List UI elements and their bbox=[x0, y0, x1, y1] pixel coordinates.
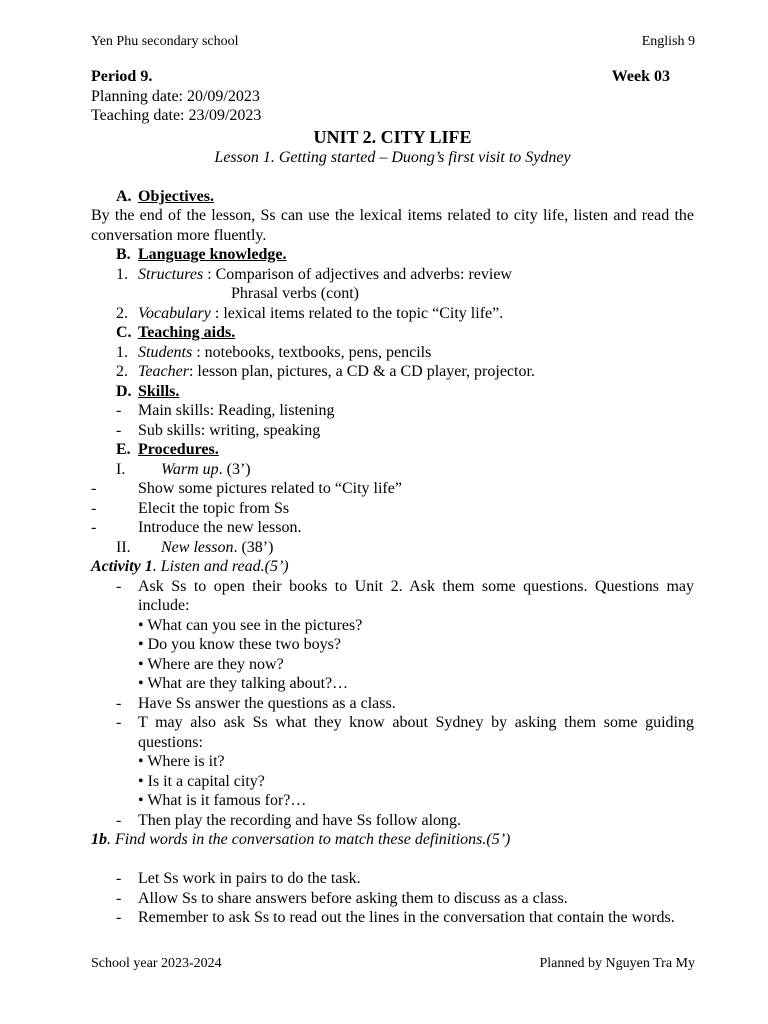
warmup-item bbox=[91, 499, 694, 519]
new-lesson-heading bbox=[91, 538, 694, 558]
sub-skills-item bbox=[91, 421, 694, 441]
spacer bbox=[91, 167, 694, 187]
section-language-knowledge bbox=[91, 245, 694, 265]
footer-school-year: School year 2023-2024 bbox=[91, 956, 222, 971]
page-header bbox=[91, 34, 695, 50]
section-marker: D. bbox=[116, 382, 132, 400]
item-text: Elecit the topic from Ss bbox=[138, 499, 290, 517]
item-number: 2. bbox=[116, 363, 128, 380]
item-number: 2. bbox=[116, 304, 128, 322]
spacer bbox=[91, 850, 694, 870]
item-text: : lexical items related to the topic “City life”. bbox=[210, 304, 504, 322]
dash-marker: - bbox=[116, 909, 122, 926]
item-text: Then play the recording and have Ss follow along. bbox=[138, 811, 462, 829]
warmup-heading bbox=[91, 460, 694, 480]
item-text: Remember to ask Ss to read out the lines in the conversation that contain the words. bbox=[138, 909, 675, 926]
question-bullet: • What are they talking about?… bbox=[138, 675, 349, 692]
item-text: : lesson plan, pictures, a CD & a CD player, projector. bbox=[188, 363, 535, 380]
document-body bbox=[91, 67, 694, 928]
lesson-subtitle: Lesson 1. Getting started – Duong’s first visit to Sydney bbox=[214, 148, 571, 166]
unit-title: UNIT 2. CITY LIFE bbox=[313, 126, 472, 147]
section-skills bbox=[91, 382, 694, 402]
students-item bbox=[91, 343, 694, 363]
dash-marker: - bbox=[116, 694, 122, 712]
item-text: : notebooks, textbooks, pens, pencils bbox=[192, 343, 432, 361]
roman-marker: I. bbox=[116, 460, 126, 478]
item-text: Allow Ss to share answers before asking them to discuss as a class. bbox=[138, 889, 568, 907]
week-label: Week 03 bbox=[611, 68, 670, 85]
question-bullet: • Where is it? bbox=[138, 753, 225, 770]
structures-continuation: Phrasal verbs (cont) bbox=[231, 285, 359, 302]
section-procedures bbox=[91, 440, 694, 460]
activity-title: . Find words in the conversation to match these definitions.(5’) bbox=[107, 831, 511, 848]
question-bullet: • Is it a capital city? bbox=[138, 772, 265, 790]
teacher-item bbox=[91, 362, 694, 382]
dash-marker: - bbox=[116, 421, 122, 439]
section-teaching-aids bbox=[91, 323, 694, 343]
question-bullet: • What can you see in the pictures? bbox=[138, 616, 363, 634]
dash-marker: - bbox=[91, 499, 97, 517]
activity1b-item bbox=[91, 889, 694, 909]
warmup-label: Warm up bbox=[161, 460, 219, 478]
item-number: 1. bbox=[116, 343, 128, 361]
new-lesson-time: . (38’) bbox=[233, 538, 274, 556]
item-text: Main skills: Reading, listening bbox=[138, 402, 335, 419]
vocabulary-item bbox=[91, 304, 694, 324]
section-title: Procedures. bbox=[138, 441, 219, 458]
item-text: Ask Ss to open their books to Unit 2. Ask them some questions. Questions may include: bbox=[138, 577, 694, 614]
period-label: Period 9. bbox=[91, 68, 153, 85]
section-title: Objectives. bbox=[138, 187, 214, 205]
section-title: Skills. bbox=[138, 382, 180, 400]
item-text: T may also ask Ss what they know about Sydney by asking them some guiding questions: bbox=[138, 714, 694, 751]
warmup-item bbox=[91, 479, 694, 499]
header-subject: English 9 bbox=[641, 34, 695, 49]
item-text: : Comparison of adjectives and adverbs: review bbox=[203, 265, 512, 283]
section-marker: C. bbox=[116, 324, 132, 341]
item-text: Show some pictures related to “City life” bbox=[138, 480, 402, 497]
section-marker: E. bbox=[116, 441, 131, 458]
warmup-time: . (3’) bbox=[218, 460, 251, 478]
objectives-text: By the end of the lesson, Ss can use the lexical items related to city life, listen and read the conversation more fluently. bbox=[91, 207, 694, 244]
activity1b-heading bbox=[91, 830, 694, 850]
section-objectives bbox=[91, 187, 694, 207]
roman-marker: II. bbox=[116, 538, 131, 556]
dash-marker: - bbox=[116, 714, 122, 731]
page-footer bbox=[91, 956, 695, 972]
section-title: Teaching aids. bbox=[138, 324, 236, 341]
item-text: Have Ss answer the questions as a class. bbox=[138, 694, 396, 712]
activity1b-item bbox=[91, 908, 694, 928]
item-label: Teacher bbox=[138, 363, 189, 380]
dash-marker: - bbox=[116, 811, 122, 829]
section-marker: B. bbox=[116, 246, 131, 263]
activity-label: 1b bbox=[91, 831, 107, 848]
activity-title: . Listen and read.(5’) bbox=[152, 558, 289, 575]
item-text: Let Ss work in pairs to do the task. bbox=[138, 870, 361, 887]
activity1b-item bbox=[91, 869, 694, 889]
question-bullet: • Where are they now? bbox=[138, 655, 284, 673]
dash-marker: - bbox=[116, 889, 122, 907]
warmup-item bbox=[91, 518, 694, 538]
item-number: 1. bbox=[116, 265, 128, 283]
activity1-item bbox=[91, 713, 694, 752]
structures-item bbox=[91, 265, 694, 285]
header-school: Yen Phu secondary school bbox=[91, 34, 239, 49]
question-bullet: • Do you know these two boys? bbox=[138, 636, 341, 653]
section-title: Language knowledge. bbox=[138, 246, 287, 263]
dash-marker: - bbox=[116, 402, 122, 419]
dash-marker: - bbox=[91, 519, 97, 536]
period-row bbox=[91, 67, 694, 87]
item-label: Students bbox=[138, 343, 193, 361]
footer-author: Planned by Nguyen Tra My bbox=[539, 956, 695, 971]
dash-marker: - bbox=[116, 577, 122, 595]
activity-label: Activity 1 bbox=[91, 558, 153, 575]
activity1-item bbox=[91, 811, 694, 831]
planning-date: Planning date: 20/09/2023 bbox=[91, 87, 260, 105]
new-lesson-label: New lesson bbox=[161, 538, 234, 556]
item-text: Introduce the new lesson. bbox=[138, 519, 302, 536]
item-label: Structures bbox=[138, 265, 204, 283]
dash-marker: - bbox=[116, 870, 122, 887]
activity1-item bbox=[91, 694, 694, 714]
section-marker: A. bbox=[116, 187, 132, 205]
activity1-heading bbox=[91, 557, 694, 577]
activity1-item bbox=[91, 577, 694, 616]
item-text: Sub skills: writing, speaking bbox=[138, 421, 321, 439]
teaching-date: Teaching date: 23/09/2023 bbox=[91, 107, 262, 124]
question-bullet: • What is it famous for?… bbox=[138, 792, 307, 809]
main-skills-item bbox=[91, 401, 694, 421]
dash-marker: - bbox=[91, 480, 97, 497]
item-label: Vocabulary bbox=[138, 304, 211, 322]
